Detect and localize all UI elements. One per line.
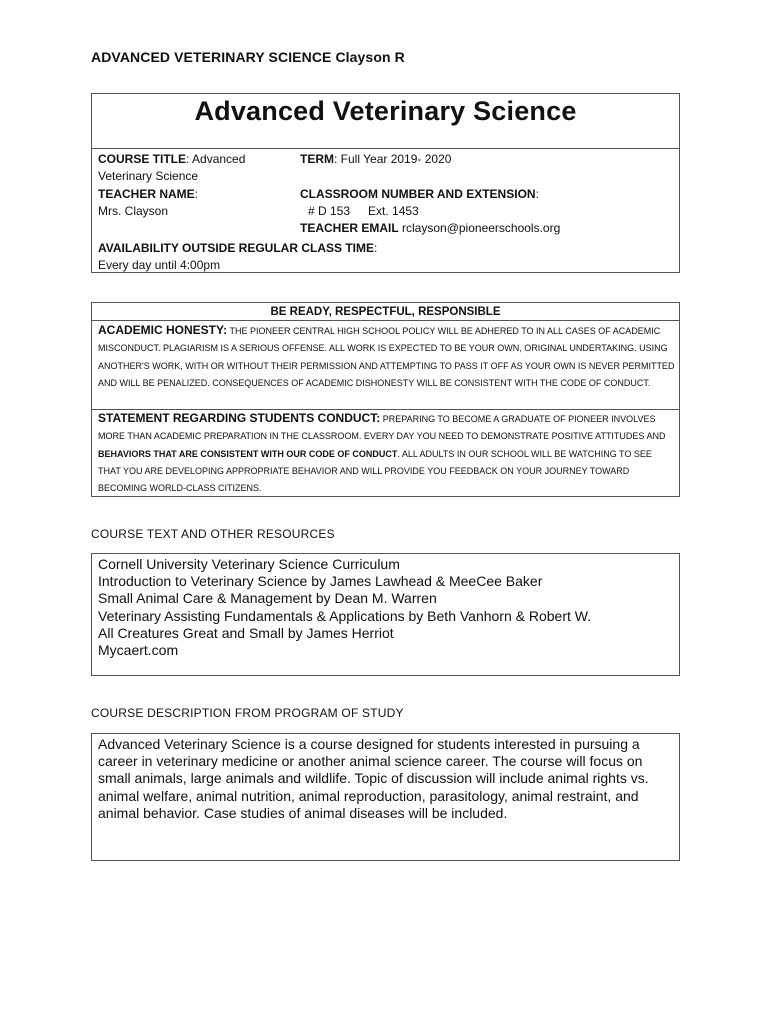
availability-row: AVAILABILITY OUTSIDE REGULAR CLASS TIME:	[98, 241, 378, 255]
resources-label: COURSE TEXT AND OTHER RESOURCES	[91, 527, 335, 541]
teacher-name-value: Mrs. Clayson	[98, 203, 169, 218]
resource-item: All Creatures Great and Small by James Herriot	[98, 624, 394, 641]
email-value: rclayson@pioneerschools.org	[402, 221, 561, 236]
student-conduct-text-a: PREPARING TO BECOME A GRADUATE OF PIONEER INVOLVES MORE THAN ACADEMIC PREPARATION IN THE CLASSROOM. EVERY DAY YOU NEED TO DEMONSTRATE POSITIVE ATTITUDES AND	[98, 414, 666, 442]
page-header: ADVANCED VETERINARY SCIENCE Clayson R	[91, 49, 405, 65]
resource-item: Veterinary Assisting Fundamentals & Applications by Beth Vanhorn & Robert W.	[98, 607, 592, 624]
document-title: Advanced Veterinary Science	[194, 96, 577, 126]
ext-value: Ext. 1453	[368, 203, 419, 218]
resource-item: Mycaert.com	[98, 642, 179, 659]
teacher-name-row: TEACHER NAME:	[98, 186, 199, 201]
slogan: BE READY, RESPECTFUL, RESPONSIBLE	[270, 306, 501, 318]
spacer	[300, 168, 670, 185]
availability-section	[98, 240, 377, 275]
divider	[92, 320, 679, 321]
description-text: Advanced Veterinary Science is a course designed for students interested in pursuing a career in veterinary medicine or another animal science career. The course will focus on small animals, large animals and wildlife. Topic of discussion will include animal rights vs. animal welfare, animal nutrition, animal reproduction, parasitology, animal restraint, and animal behavior. Case studies of animal diseases will be included.	[98, 736, 649, 821]
room-value: # D 153	[308, 203, 351, 218]
classroom-row: CLASSROOM NUMBER AND EXTENSION:	[300, 186, 539, 201]
student-conduct-text-c: . ALL ADULTS IN OUR SCHOOL WILL BE WATCHING TO SEE THAT YOU ARE DEVELOPING APPROPRIATE BEHAVIOR AND WILL PROVIDE YOU FEEDBACK ON YOUR JOURNEY TOWARD BECOMING WORLD-CLASS CITIZENS.	[98, 448, 652, 494]
student-conduct-paragraph: STATEMENT REGARDING STUDENTS CONDUCT: PREPARING TO BECOME A GRADUATE OF PIONEER INVOLVES MORE THAN ACADEMIC PREPARATION IN THE CLASSROOM. EVERY DAY YOU NEED TO DEMONSTRATE POSITIVE ATTITUDES AND BEHAVIORS THAT ARE CONSISTENT WITH OUR CODE OF CONDUCT. ALL ADULTS IN OUR SCHOOL WILL BE WATCHING TO SEE THAT YOU ARE DEVELOPING APPROPRIATE BEHAVIOR AND WILL PROVIDE YOU FEEDBACK ON YOUR JOURNEY TOWARD BECOMING WORLD-CLASS CITIZENS.	[98, 411, 666, 494]
classroom-label: CLASSROOM NUMBER AND EXTENSION	[300, 186, 536, 201]
resources-box	[91, 553, 680, 676]
resource-item: Introduction to Veterinary Science by James Lawhead & MeeCee Baker	[98, 573, 543, 590]
description-label: COURSE DESCRIPTION FROM PROGRAM OF STUDY	[91, 706, 404, 720]
term-value: Full Year 2019- 2020	[340, 152, 452, 166]
conduct-box	[91, 302, 680, 497]
availability-label: AVAILABILITY OUTSIDE REGULAR CLASS TIME	[98, 241, 375, 255]
course-title-value: Advanced Veterinary Science	[98, 152, 246, 184]
teacher-name-label: TEACHER NAME	[98, 186, 195, 201]
academic-honesty-label: ACADEMIC HONESTY	[98, 323, 224, 337]
course-title-row: COURSE TITLE: Advanced Veterinary Science	[98, 152, 246, 184]
term-label: TERM	[300, 152, 334, 166]
course-info-left	[98, 151, 288, 220]
email-row	[300, 220, 670, 237]
course-info-right	[300, 151, 670, 237]
student-conduct-label: STATEMENT REGARDING STUDENTS CONDUCT	[98, 411, 377, 425]
room-row	[300, 203, 670, 220]
academic-honesty-paragraph: ACADEMIC HONESTY: THE PIONEER CENTRAL HIGH SCHOOL POLICY WILL BE ADHERED TO IN ALL CASES OF ACADEMIC MISCONDUCT. PLAGIARISM IS A SERIOUS OFFENSE. ALL WORK IS EXPECTED TO BE YOUR OWN, ORIGINAL UNDERTAKING. USING ANOTHER'S WORK, WITH OR WITHOUT THEIR PERMISSION AND ATTEMPTING TO PASS IT OFF AS YOUR OWN IS NEVER PERMITTED AND WILL BE PENALIZED. CONSEQUENCES OF ACADEMIC DISHONESTY WILL BE CONSISTENT WITH THE CODE OF CONDUCT.	[98, 323, 675, 388]
course-info-box	[91, 93, 680, 273]
resource-item: Cornell University Veterinary Science Curriculum	[98, 556, 400, 572]
resources-list	[98, 556, 591, 659]
divider	[92, 148, 679, 149]
course-title-label: COURSE TITLE	[98, 152, 187, 166]
description-box	[91, 733, 680, 861]
availability-value: Every day until 4:00pm	[98, 258, 221, 273]
email-label: TEACHER EMAIL	[300, 221, 399, 236]
resource-item: Small Animal Care & Management by Dean M. Warren	[98, 590, 437, 607]
academic-honesty-text: THE PIONEER CENTRAL HIGH SCHOOL POLICY WILL BE ADHERED TO IN ALL CASES OF ACADEMIC MISCONDUCT. PLAGIARISM IS A SERIOUS OFFENSE. ALL WORK IS EXPECTED TO BE YOUR OWN, ORIGINAL UNDERTAKING. USING ANOTHER'S WORK, WITH OR WITHOUT THEIR PERMISSION AND ATTEMPTING TO PASS IT OFF AS YOUR OWN IS NEVER PERMITTED AND WILL BE PENALIZED. CONSEQUENCES OF ACADEMIC DISHONESTY WILL BE CONSISTENT WITH THE CODE OF CONDUCT.	[98, 326, 675, 388]
term-row: TERM: Full Year 2019- 2020	[300, 152, 452, 166]
student-conduct-text-b: BEHAVIORS THAT ARE CONSISTENT WITH OUR CODE OF CONDUCT	[98, 448, 398, 459]
